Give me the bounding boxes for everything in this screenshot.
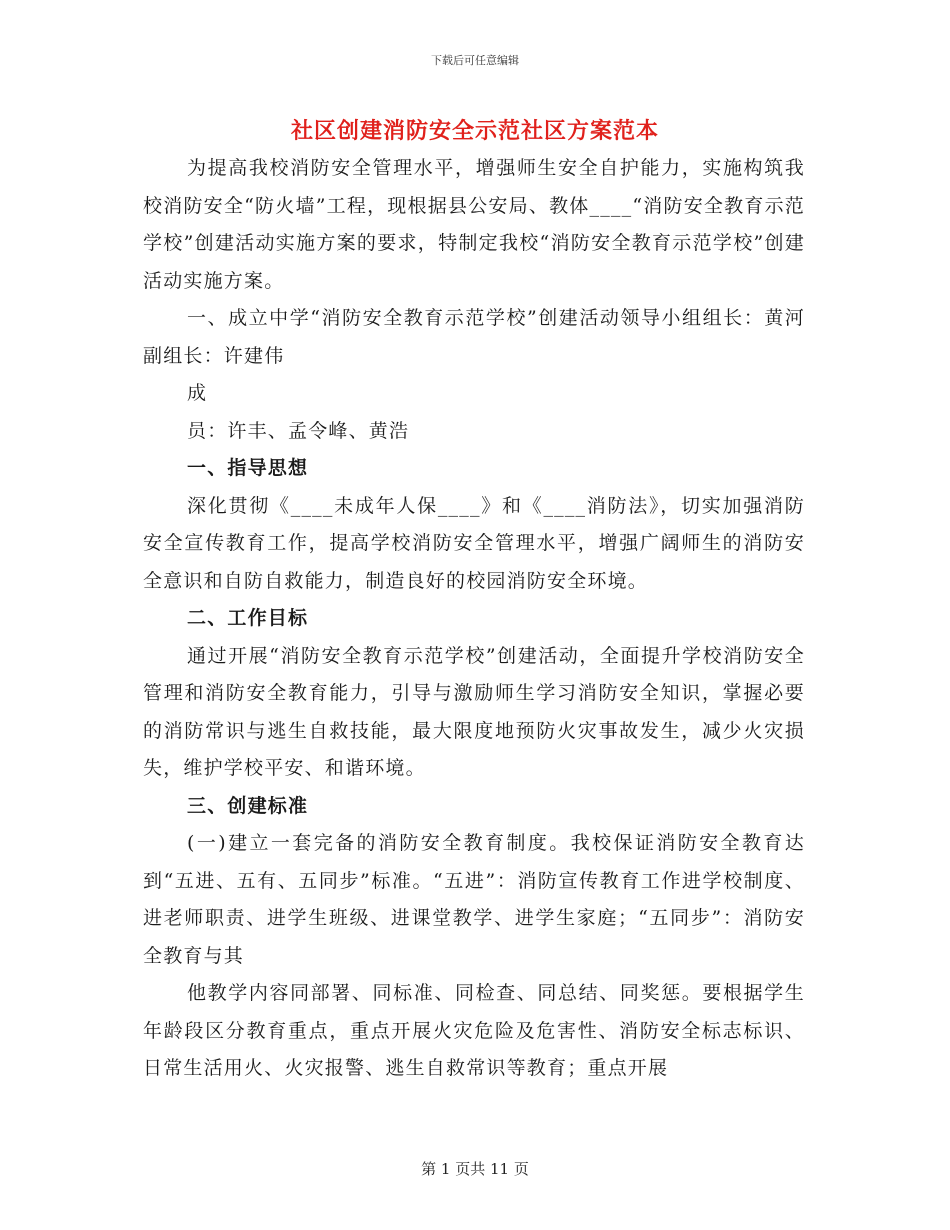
paragraph: 他教学内容同部署、同标准、同检查、同总结、同奖惩。要根据学生年龄段区分教育重点，重点开展火灾危险及危害性、消防安全标志标识、日常生活用火、火灾报警、逃生自救常识等教育；重点开展 xyxy=(143,982,805,1079)
paragraph: 通过开展“消防安全教育示范学校”创建活动，全面提升学校消防安全管理和消防安全教育能力，引导与激励师生学习消防安全知识，掌握必要的消防常识与逃生自救技能，最大限度地预防火灾事故发生，减少火灾损失，维护学校平安、和谐环境。 xyxy=(143,644,805,779)
section-heading: 二、工作目标 xyxy=(187,607,309,629)
section-heading: 三、创建标准 xyxy=(187,794,309,817)
paragraph: 为提高我校消防安全管理水平，增强师生安全自护能力，实施构筑我校消防安全“防火墙”工程，现根据县公安局、教体____“消防安全教育示范学校”创建活动实施方案的要求，特制定我校“消防安全教育示范学校”创建活动实施方案。 xyxy=(143,157,805,292)
header-note: 下载后可任意编辑 xyxy=(431,54,519,67)
paragraph: 深化贯彻《____未成年人保____》和《____消防法》，切实加强消防安全宣传教育工作，提高学校消防安全管理水平，增强广阔师生的消防安全意识和自防自救能力，制造良好的校园消防安全环境。 xyxy=(143,494,805,592)
paragraph: 员：许丰、孟令峰、黄浩 xyxy=(187,419,410,442)
paragraph: (一)建立一套完备的消防安全教育制度。我校保证消防安全教育达到“五进、五有、五同步”标准。“五进”：消防宣传教育工作进学校制度、进老师职责、进学生班级、进课堂教学、进学生家庭；“五同步”：消防安全教育与其 xyxy=(143,832,805,967)
paragraph: 成 xyxy=(187,382,208,404)
section-heading: 一、指导思想 xyxy=(187,457,309,479)
document-title: 社区创建消防安全示范社区方案范本 xyxy=(290,118,659,144)
paragraph: 一、成立中学“消防安全教育示范学校”创建活动领导小组组长：黄河副组长：许建伟 xyxy=(143,307,805,367)
page-footer: 第 1 页共 11 页 xyxy=(421,1160,529,1178)
document-body xyxy=(143,150,805,1088)
